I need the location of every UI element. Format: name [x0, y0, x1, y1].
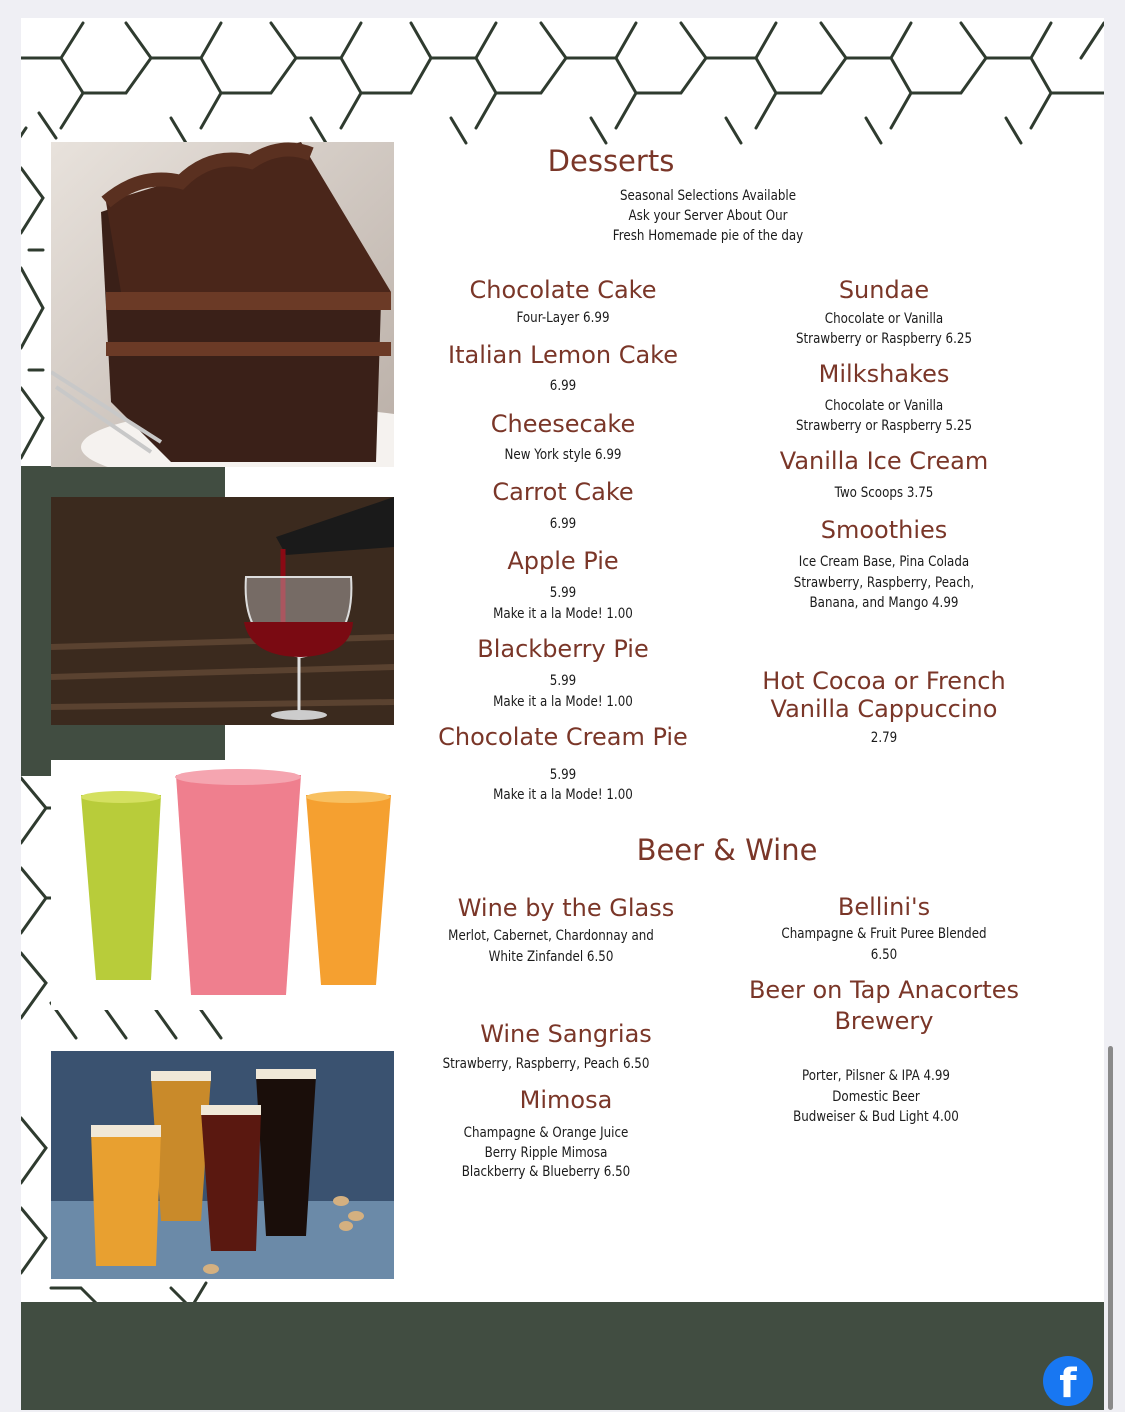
menu-item-name: Milkshakes [818, 360, 950, 388]
wine-pour-photo [51, 497, 394, 725]
menu-item-desc: White Zinfandel 6.50 [488, 949, 614, 965]
smoothies-photo [51, 760, 394, 1010]
menu-item-desc: Champagne & Orange Juice [463, 1125, 629, 1141]
menu-item-name: Smoothies [820, 516, 948, 544]
menu-item-desc: 6.99 [549, 516, 577, 532]
menu-page [21, 18, 1104, 1410]
menu-item-desc: 6.50 [870, 947, 898, 963]
menu-item-name: Chocolate Cake [469, 276, 657, 304]
desserts-intro-line: Ask your Server About Our [628, 208, 788, 224]
menu-item-name: Mimosa [519, 1086, 613, 1114]
menu-item-desc: Strawberry, Raspberry, Peach 6.50 [442, 1056, 650, 1072]
menu-item-name: Beer on Tap Anacortes [748, 976, 1020, 1004]
menu-item-name: Hot Cocoa or French [762, 667, 1006, 695]
menu-item-desc: Porter, Pilsner & IPA 4.99 [802, 1068, 950, 1084]
menu-item-name: Cheesecake [490, 410, 636, 438]
menu-item-name: Brewery [834, 1007, 934, 1035]
menu-item-name: Italian Lemon Cake [448, 341, 678, 369]
menu-item-desc: Make it a la Mode! 1.00 [493, 606, 633, 622]
menu-item-desc: Ice Cream Base, Pina Colada [798, 554, 970, 570]
menu-item-name: Bellini's [837, 893, 931, 921]
facebook-icon[interactable]: f [1043, 1356, 1093, 1406]
menu-item-desc: Domestic Beer [832, 1089, 920, 1105]
menu-item-desc: Blackberry & Blueberry 6.50 [461, 1164, 631, 1180]
menu-item-desc: Strawberry or Raspberry 5.25 [795, 418, 973, 434]
menu-item-desc: Banana, and Mango 4.99 [809, 595, 959, 611]
beer-wine-heading: Beer & Wine [636, 833, 818, 867]
beer-glasses-photo [51, 1051, 394, 1279]
menu-item-desc: 2.79 [870, 730, 898, 746]
menu-item-desc: Strawberry, Raspberry, Peach, [793, 575, 975, 591]
desserts-heading: Desserts [547, 144, 675, 178]
desserts-intro-line: Seasonal Selections Available [619, 188, 797, 204]
menu-item-desc: Two Scoops 3.75 [834, 485, 934, 501]
chocolate-cake-photo [51, 142, 394, 467]
menu-item-desc: Chocolate or Vanilla [824, 311, 944, 327]
menu-item-desc: Strawberry or Raspberry 6.25 [795, 331, 973, 347]
menu-item-name: Sundae [838, 276, 930, 304]
menu-item-desc: Budweiser & Bud Light 4.00 [793, 1109, 959, 1125]
menu-item-desc: Chocolate or Vanilla [824, 398, 944, 414]
menu-item-desc: Champagne & Fruit Puree Blended [781, 926, 987, 942]
menu-item-desc: Berry Ripple Mimosa [484, 1145, 608, 1161]
scrollbar[interactable] [1108, 1046, 1113, 1410]
desserts-intro-line: Fresh Homemade pie of the day [612, 228, 804, 244]
menu-item-desc: New York style 6.99 [504, 447, 622, 463]
menu-item-desc: Four-Layer 6.99 [516, 310, 610, 326]
menu-item-desc: 6.99 [549, 378, 577, 394]
menu-item-desc: 5.99 [549, 585, 577, 601]
menu-item-desc: Merlot, Cabernet, Chardonnay and [448, 928, 654, 944]
menu-item-name: Vanilla Ice Cream [779, 447, 989, 475]
menu-item-name: Apple Pie [507, 547, 619, 575]
menu-item-name: Carrot Cake [492, 478, 634, 506]
menu-item-desc: 5.99 [549, 767, 577, 783]
menu-item-name: Wine by the Glass [457, 894, 675, 922]
menu-item-name: Blackberry Pie [477, 635, 649, 663]
menu-item-desc: 5.99 [549, 673, 577, 689]
menu-item-name: Wine Sangrias [480, 1020, 652, 1048]
menu-item-name: Chocolate Cream Pie [438, 723, 688, 751]
menu-item-name: Vanilla Cappuccino [770, 695, 998, 723]
menu-item-desc: Make it a la Mode! 1.00 [493, 787, 633, 803]
menu-item-desc: Make it a la Mode! 1.00 [493, 694, 633, 710]
